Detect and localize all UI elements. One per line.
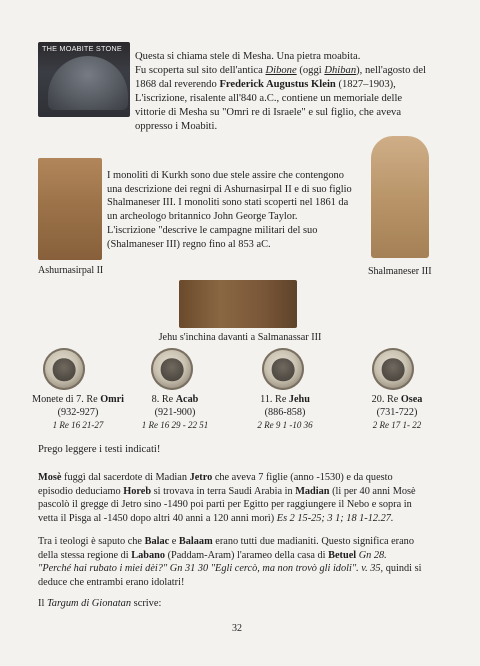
caption-ashurnasirpal: Ashurnasirpal II [38, 265, 104, 276]
klein-name: Frederick Augustus Klein [219, 78, 336, 90]
coin-caption-omri: Monete di 7. Re Omri (932-927) 1 Re 16 21-27 [32, 394, 124, 430]
dibone-text: Dibone [265, 64, 297, 76]
coin-caption-jehu: 11. Re Jehu (886-858) 2 Re 9 1 -10 36 [257, 394, 313, 430]
intro-line5: vittorie di Mesha su "Omri re di Israele" e sul figlio, che aveva [135, 106, 402, 118]
caption-jehu: Jehu s'inchina davanti a Salmanassar III [158, 332, 322, 343]
teologi-paragraph: Tra i teologi è saputo che Balac e Balaam erano tutti due madianiti. Questo significa erano della stessa regione di Labano (Paddam-Aram) l'arameo della casa di Betuel Gn 28. "Perché hai rubato i miei dèi?" Gn 31 30 "Egli cercò, ma non trovò gli idoli". v. 35, quindi si deduce che entrambi erano idolatri! [38, 536, 422, 588]
intro-line1: Questa si chiama stele di Mesha. Una pietra moabita. [135, 51, 361, 62]
black-obelisk-image [179, 280, 297, 328]
coin-osea [372, 348, 414, 390]
ashurnasirpal-image [38, 158, 102, 260]
prego-text: Prego leggere i testi indicati! [38, 444, 161, 455]
coin-caption-osea: 20. Re Osea (731-722) 2 Re 17 1- 22 [371, 394, 423, 430]
dhiban-text: Dhiban [324, 64, 357, 76]
shalmaneser-image [371, 136, 429, 258]
mose-paragraph: Mosè fuggì dal sacerdote di Madian Jetro che aveva 7 figlie (anno -1530) e da questo episodio deduciamo Horeb si trovava in terra Saudi Arabia in Madian (li per 40 anni Mosè pascolò il gregge di Jetro sino -1490 poi partì per Egitto per raggiungere il Nebo e sopra in vetta il Pisga al -1450 dopo altri 40 anni a 120 anni morì) Es 2 15-25; 3 1; 18 1-12.27. [38, 472, 416, 524]
intro-line6: oppresso i Moabiti. [135, 120, 218, 132]
stele-shape [48, 56, 128, 110]
intro-line4: L'iscrizione, risalente all'840 a.C., contiene un memoriale delle [135, 92, 403, 104]
coin-acab [151, 348, 193, 390]
intro-paragraph [135, 50, 440, 134]
caption-shalmaneser: Shalmaneser III [368, 266, 432, 277]
coin-omri [43, 348, 85, 390]
intro-line3: 1868 dal reverendo Frederick Augustus Klein (1827–1903), [135, 78, 396, 90]
kurkh-paragraph: I monoliti di Kurkh sono due stele assire che contengono una descrizione dei regni di Ashurnasirpal II e di suo figlio Shalmaneser III. I monoliti sono stati scoperti nel 1861 da un archeologo britannico John George Taylor. L'iscrizione "descrive le campagne militari del suo (Shalmaneser III) regno fino al 853 aC. [107, 170, 352, 250]
intro-line2: Fu scoperta sul sito dell'antica Dibone (oggi Dhiban), nell'agosto del [135, 64, 426, 76]
moabite-stone-image [38, 42, 130, 117]
page-number: 32 [232, 623, 242, 634]
coin-caption-acab: 8. Re Acab (921-900) 1 Re 16 29 - 22 51 [141, 394, 209, 430]
coin-jehu [262, 348, 304, 390]
targum-line: Il Targum di Gionatan scrive: [38, 598, 162, 609]
moabite-stone-title: THE MOABITE STONE [42, 44, 122, 53]
